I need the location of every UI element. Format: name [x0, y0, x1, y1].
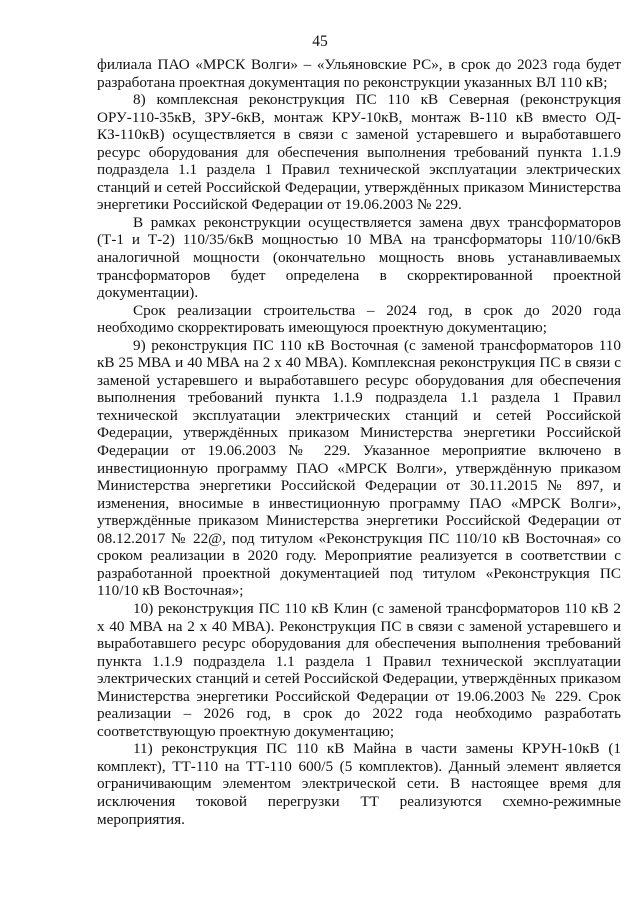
paragraph-transformer-replacement: В рамках реконструкции осуществляется замена двух трансформаторов (Т-1 и Т-2) 110/35/6кВ мощностью 10 МВА на трансформаторы 110/10/6кВ аналогичной мощности (окончательно мощность вновь устанавливаемых трансформаторов будет определена в скорректированной проектной документации).: [97, 213, 621, 302]
paragraph-item-10-klin: 10) реконструкция ПС 110 кВ Клин (с заменой трансформаторов 110 кВ 2 х 40 МВА на 2 х 40 МВА). Реконструкция ПС в связи с заменой устаревшего и выработавшего ресурс оборудования для обеспечения выполнения требований пункта 1.1.9 подраздела 1.1 раздела 1 Правил технической эксплуатации электрических станций и сетей Российской Федерации, утверждённых приказом Министерства энергетики Российской Федерации от 19.06.2003 № 229. Срок реализации – 2026 год, в срок до 2022 года необходимо разработать соответствующую проектную документацию;: [97, 599, 621, 740]
page-number: 45: [312, 33, 328, 50]
paragraph-item-9-vostochnaya: 9) реконструкция ПС 110 кВ Восточная (с заменой трансформаторов 110 кВ 25 МВА и 40 МВА на 2 х 40 МВА). Комплексная реконструкция ПС в связи с заменой устаревшего и выработавшего ресурс оборудования для обеспечения выполнения требований пункта 1.1.9 подраздела 1.1 раздела 1 Правил технической эксплуатации электрических станций и сетей Российской Федерации, утверждённых приказом Министерства энергетики Российской Федерации от 19.06.2003 № 229. Указанное мероприятие включено в инвестиционную программу ПАО «МРСК Волги», утверждённую приказом Министерства энергетики Российской Федерации от 30.11.2015 № 897, и изменения, вносимые в инвестиционную программу ПАО «МРСК Волги», утверждённые приказом Министерства энергетики Российской Федерации от 08.12.2017 № 22@, под титулом «Реконструкция ПС 110/10 кВ Восточная» со сроком реализации в 2020 году. Мероприятие реализуется в соответствии с разработанной проектной документацией под титулом «Реконструкция ПС 110/10 кВ Восточная»;: [97, 336, 621, 600]
paragraph-implementation-deadline: Срок реализации строительства – 2024 год, в срок до 2020 года необходимо скорректировать имеющуюся проектную документацию;: [97, 301, 621, 337]
paragraph-item-8-severnaya: 8) комплексная реконструкция ПС 110 кВ Северная (реконструкция ОРУ-110-35кВ, ЗРУ-6кВ, монтаж КРУ-10кВ, монтаж В-110 кВ вместо ОД-КЗ-110кВ) осуществляется в связи с заменой устаревшего и выработавшего ресурс оборудования для обеспечения выполнения требований пункта 1.1.9 подраздела 1.1 раздела 1 Правил технической эксплуатации электрических станций и сетей Российской Федерации, утверждённых приказом Министерства энергетики Российской Федерации от 19.06.2003 № 229.: [97, 91, 621, 214]
document-body: [97, 56, 621, 828]
paragraph-continuation: филиала ПАО «МРСК Волги» – «Ульяновские РС», в срок до 2023 года будет разработана проектная документация по реконструкции указанных ВЛ 110 кВ;: [97, 56, 621, 91]
paragraph-item-11-mayna: 11) реконструкция ПС 110 кВ Майна в части замены КРУН-10кВ (1 комплект), ТТ-110 на ТТ-110 600/5 (5 комплектов). Данный элемент является ограничивающим элементом электрической сети. В настоящее время для исключения токовой перегрузки ТТ реализуются схемно-режимные мероприятия.: [97, 740, 621, 828]
